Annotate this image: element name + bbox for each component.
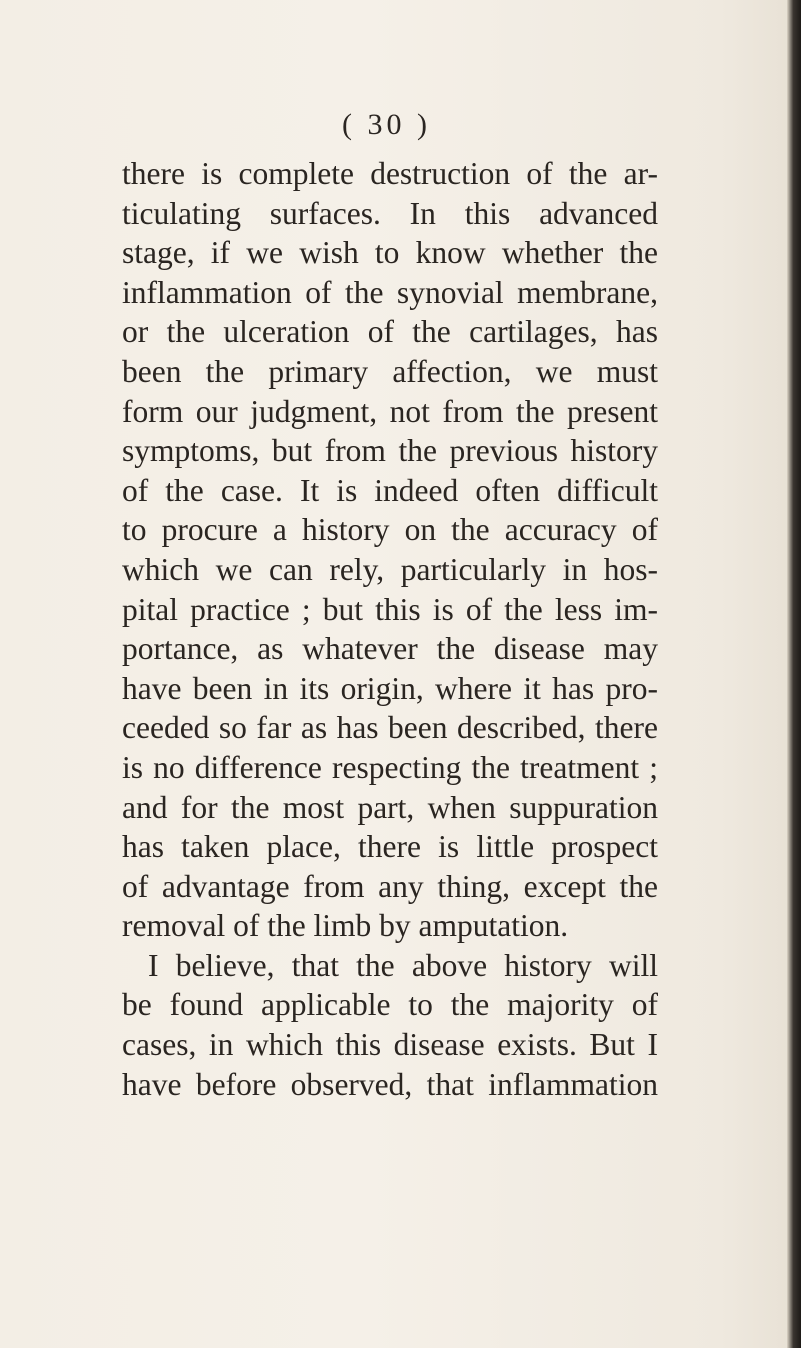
- text-line: be found applicable to the majority of: [122, 987, 658, 1023]
- text-line: of advantage from any thing, except the: [122, 868, 658, 904]
- text-line: have been in its origin, where it has pro-: [122, 670, 658, 706]
- text-line: inflammation of the synovial membrane,: [122, 274, 658, 310]
- text-line: which we can rely, particularly in hos-: [122, 551, 658, 587]
- text-line: cases, in which this disease exists. But I: [122, 1027, 658, 1063]
- body-text: [122, 154, 658, 1104]
- page-number: ( 30 ): [342, 108, 431, 141]
- text-line: portance, as whatever the disease may: [122, 631, 658, 667]
- text-line: I believe, that the above history will: [148, 947, 658, 983]
- text-line: pital practice ; but this is of the less im-: [122, 591, 658, 627]
- text-line: and for the most part, when suppuration: [122, 789, 658, 825]
- text-line: is no difference respecting the treatment ;: [122, 749, 658, 785]
- text-line: there is complete destruction of the ar-: [122, 156, 658, 191]
- text-line: symptoms, but from the previous history: [122, 433, 658, 469]
- page-binding-edge: [787, 0, 801, 1348]
- text-line: been the primary affection, we must: [122, 353, 658, 389]
- text-line: of the case. It is indeed often difficult: [122, 472, 658, 508]
- text-line: to procure a history on the accuracy of: [122, 512, 658, 548]
- text-line: ceeded so far as has been described, there: [122, 710, 658, 746]
- text-line: or the ulceration of the cartilages, has: [122, 314, 658, 350]
- text-line: has taken place, there is little prospect: [122, 829, 658, 865]
- text-line: ticulating surfaces. In this advanced: [122, 195, 658, 231]
- text-line: form our judgment, not from the present: [122, 393, 658, 429]
- text-line: stage, if we wish to know whether the: [122, 235, 658, 271]
- text-line: removal of the limb by amputation.: [122, 908, 569, 944]
- text-line: have before observed, that inflammation: [122, 1066, 658, 1102]
